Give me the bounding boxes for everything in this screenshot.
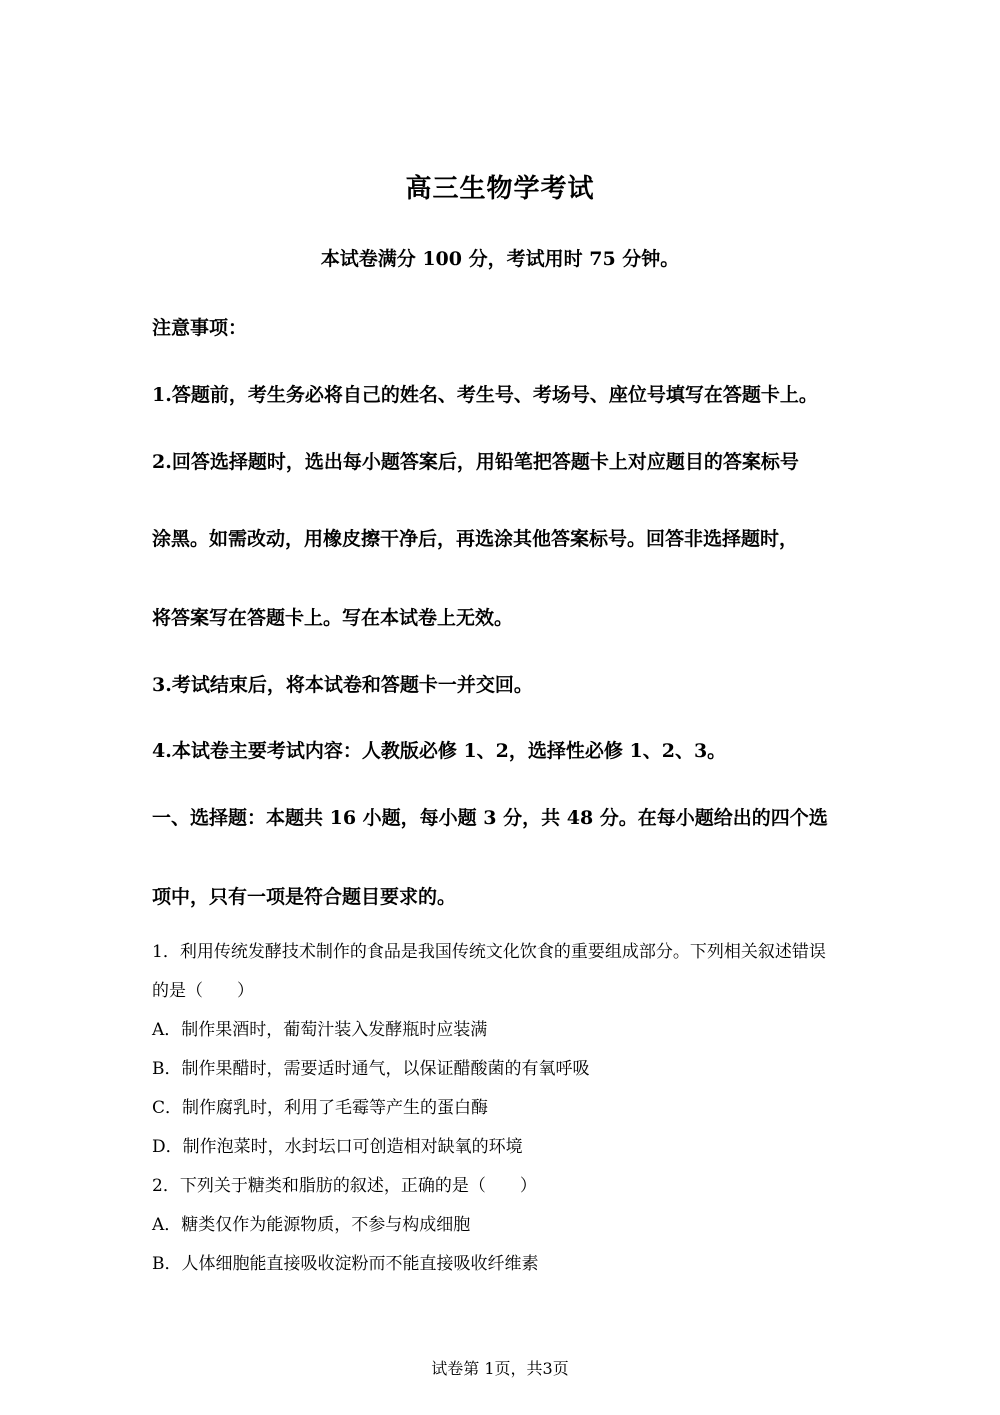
question-option: A．制作果酒时，葡萄汁装入发酵瓶时应装满 bbox=[152, 1020, 488, 1040]
section-heading: 项中，只有一项是符合题目要求的。 bbox=[152, 886, 457, 908]
question-option: A．糖类仅作为能源物质，不参与构成细胞 bbox=[152, 1215, 471, 1235]
notice-item: 1.答题前，考生务必将自己的姓名、考生号、考场号、座位号填写在答题卡上。 bbox=[152, 384, 818, 406]
notice-item: 涂黑。如需改动，用橡皮擦干净后，再选涂其他答案标号。回答非选择题时， bbox=[152, 528, 799, 550]
exam-subtitle: 本试卷满分 100 分，考试用时 75 分钟。 bbox=[320, 248, 680, 270]
page-footer: 试卷第 1页，共3页 bbox=[431, 1359, 569, 1378]
notice-item: 将答案写在答题卡上。写在本试卷上无效。 bbox=[152, 607, 514, 629]
question-stem: 1．利用传统发酵技术制作的食品是我国传统文化饮食的重要组成部分。下列相关叙述错误 bbox=[152, 942, 826, 962]
section-heading: 一、选择题：本题共 16 小题，每小题 3 分，共 48 分。在每小题给出的四个选 bbox=[152, 807, 828, 829]
question-option: B．制作果醋时，需要适时通气，以保证醋酸菌的有氧呼吸 bbox=[152, 1059, 590, 1079]
notice-heading: 注意事项： bbox=[152, 317, 248, 339]
notice-item: 4.本试卷主要考试内容：人教版必修 1、2，选择性必修 1、2、3。 bbox=[152, 740, 727, 762]
question-option: C．制作腐乳时，利用了毛霉等产生的蛋白酶 bbox=[152, 1098, 489, 1118]
notice-item: 3.考试结束后，将本试卷和答题卡一并交回。 bbox=[152, 674, 533, 696]
question-stem: 的是（ ） bbox=[152, 981, 254, 1001]
question-stem: 2．下列关于糖类和脂肪的叙述，正确的是（ ） bbox=[152, 1176, 537, 1196]
question-option: D．制作泡菜时，水封坛口可创造相对缺氧的环境 bbox=[152, 1137, 523, 1157]
exam-title: 高三生物学考试 bbox=[405, 174, 595, 204]
notice-item: 2.回答选择题时，选出每小题答案后，用铅笔把答题卡上对应题目的答案标号 bbox=[152, 451, 799, 473]
question-option: B．人体细胞能直接吸收淀粉而不能直接吸收纤维素 bbox=[152, 1254, 539, 1274]
